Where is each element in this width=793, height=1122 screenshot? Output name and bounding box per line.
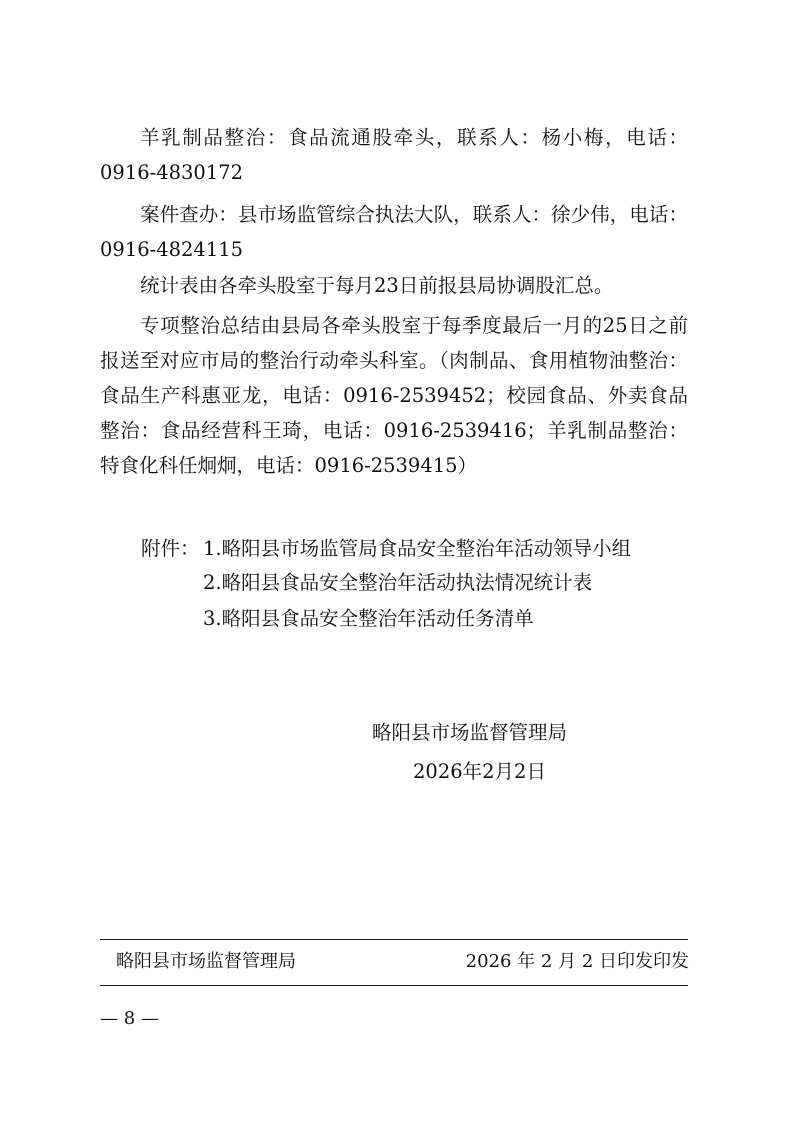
footer-issuer: 略阳县市场监督管理局 — [116, 951, 296, 972]
paragraph-text: 食品流通股牵头，联系人：杨小梅，电话：0916-4830172 — [100, 126, 688, 184]
footer-issue-date: 2026 年 2 月 2 日印发印发 — [465, 951, 689, 972]
signature-organization: 略阳县市场监督管理局 — [372, 721, 568, 744]
issuance-footer — [116, 945, 689, 979]
paragraph-case-handling-contact — [100, 197, 688, 267]
footer-bottom-divider — [100, 985, 688, 986]
paragraph-text: 县市场监管综合执法大队，联系人：徐少伟，电话：0916-4824115 — [100, 203, 688, 261]
attachment-item-2: 2.略阳县食品安全整治年活动执法情况统计表 — [203, 571, 593, 594]
paragraph-prefix: 案件查办： — [140, 203, 238, 226]
paragraph-statistics-report: 统计表由各牵头股室于每月23日前报县局协调股汇总。 — [140, 274, 614, 297]
paragraph-goat-milk-contact — [100, 120, 688, 190]
paragraph-prefix: 羊乳制品整治： — [140, 126, 288, 149]
paragraph-summary-report: 专项整治总结由县局各牵头股室于每季度最后一月的25日之前报送至对应市局的整治行动牵头科室。（肉制品、食用植物油整治：食品生产科惠亚龙，电话：0916-2539452；校园食品、外卖食品整治：食品经营科王琦，电话：0916-2539416；羊乳制品整治：特食化科任炯炯，电话：0916-2539415） — [100, 314, 688, 477]
footer-top-divider — [100, 939, 688, 940]
attachment-item-3: 3.略阳县食品安全整治年活动任务清单 — [203, 607, 534, 630]
signature-date: 2026年2月2日 — [413, 760, 546, 783]
attachment-item-1: 1.略阳县市场监管局食品安全整治年活动领导小组 — [203, 537, 632, 560]
page-number: — 8 — — [100, 1008, 159, 1029]
attachments-label: 附件： — [141, 537, 200, 560]
